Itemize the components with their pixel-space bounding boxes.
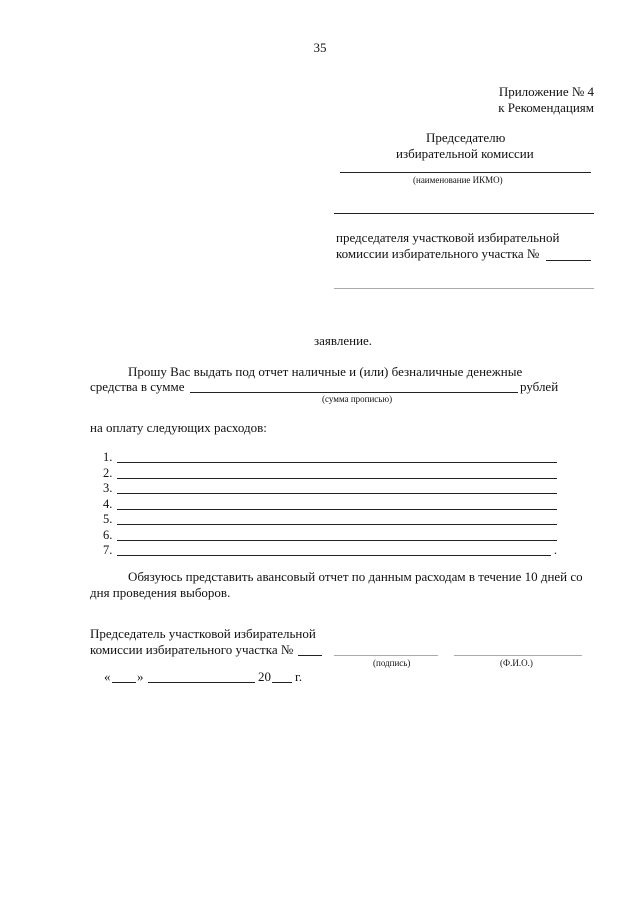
expense-item-number: 7. <box>103 543 113 557</box>
expense-item-line[interactable] <box>117 478 557 479</box>
expense-list-end-mark: . <box>553 543 557 557</box>
expense-item-line[interactable] <box>117 509 557 510</box>
expense-item <box>103 450 563 465</box>
expense-item <box>103 481 563 496</box>
expense-item <box>103 497 563 512</box>
obligation-line1: Обязуюсь представить авансовый отчет по данным расходам в течение 10 дней со <box>128 569 583 584</box>
sender-name-line[interactable] <box>334 213 594 214</box>
expense-item-number: 5. <box>103 512 113 526</box>
document-title: заявление. <box>314 333 373 348</box>
expense-item <box>103 466 563 481</box>
date-year-line[interactable] <box>272 682 292 683</box>
full-name-hint: (Ф.И.О.) <box>500 658 533 668</box>
expense-item-line[interactable] <box>117 540 557 541</box>
signature-hint: (подпись) <box>373 658 411 668</box>
addressee-title: Председателю <box>426 130 506 145</box>
sender-position-line1: председателя участковой избирательной <box>336 230 560 245</box>
expense-item-line[interactable] <box>117 493 557 494</box>
date-open-quote: « <box>104 669 111 684</box>
request-text-line1: Прошу Вас выдать под отчет наличные и (или) безналичные денежные <box>128 364 523 379</box>
expense-item <box>103 512 563 527</box>
sender-extra-line[interactable] <box>334 288 594 289</box>
expense-item <box>103 528 563 543</box>
addressee-commission: избирательной комиссии <box>396 146 534 161</box>
expense-item-number: 4. <box>103 496 113 511</box>
request-text-line2-prefix: средства в сумме <box>90 379 185 394</box>
signature-line[interactable] <box>334 655 438 656</box>
expense-item-number: 6. <box>103 527 113 542</box>
date-year-suffix: г. <box>295 669 303 684</box>
signatory-precinct-line[interactable] <box>298 655 322 656</box>
expense-item-number: 1. <box>103 450 113 464</box>
commission-name-line[interactable] <box>340 172 591 173</box>
signatory-title-line2: комиссии избирательного участка № <box>90 642 294 657</box>
commission-name-hint: (наименование ИКМО) <box>413 175 503 185</box>
expense-item-line[interactable] <box>117 524 557 525</box>
page-number: 35 <box>313 40 327 55</box>
expense-item-number: 3. <box>103 481 113 495</box>
sender-position-line2: комиссии избирательного участка № <box>336 246 540 261</box>
expense-item <box>103 543 563 558</box>
signatory-title-line1: Председатель участковой избирательной <box>90 626 316 641</box>
date-month-line[interactable] <box>148 682 255 683</box>
expense-item-number: 2. <box>103 465 113 480</box>
precinct-number-line[interactable] <box>546 260 591 261</box>
date-year-prefix: 20 <box>258 669 271 684</box>
full-name-line[interactable] <box>454 655 582 656</box>
appendix-label: Приложение № 4 <box>498 84 594 99</box>
currency-label: рублей <box>520 379 559 394</box>
obligation-line2: дня проведения выборов. <box>90 585 231 600</box>
amount-input-line[interactable] <box>190 392 518 393</box>
date-close-quote: » <box>137 669 144 684</box>
expense-item-line[interactable] <box>117 462 557 463</box>
expenses-intro: на оплату следующих расходов: <box>90 420 267 435</box>
appendix-reference: к Рекомендациям <box>498 100 594 115</box>
expense-item-line[interactable] <box>117 555 551 556</box>
date-day-line[interactable] <box>112 682 136 683</box>
amount-hint: (сумма прописью) <box>322 394 393 404</box>
